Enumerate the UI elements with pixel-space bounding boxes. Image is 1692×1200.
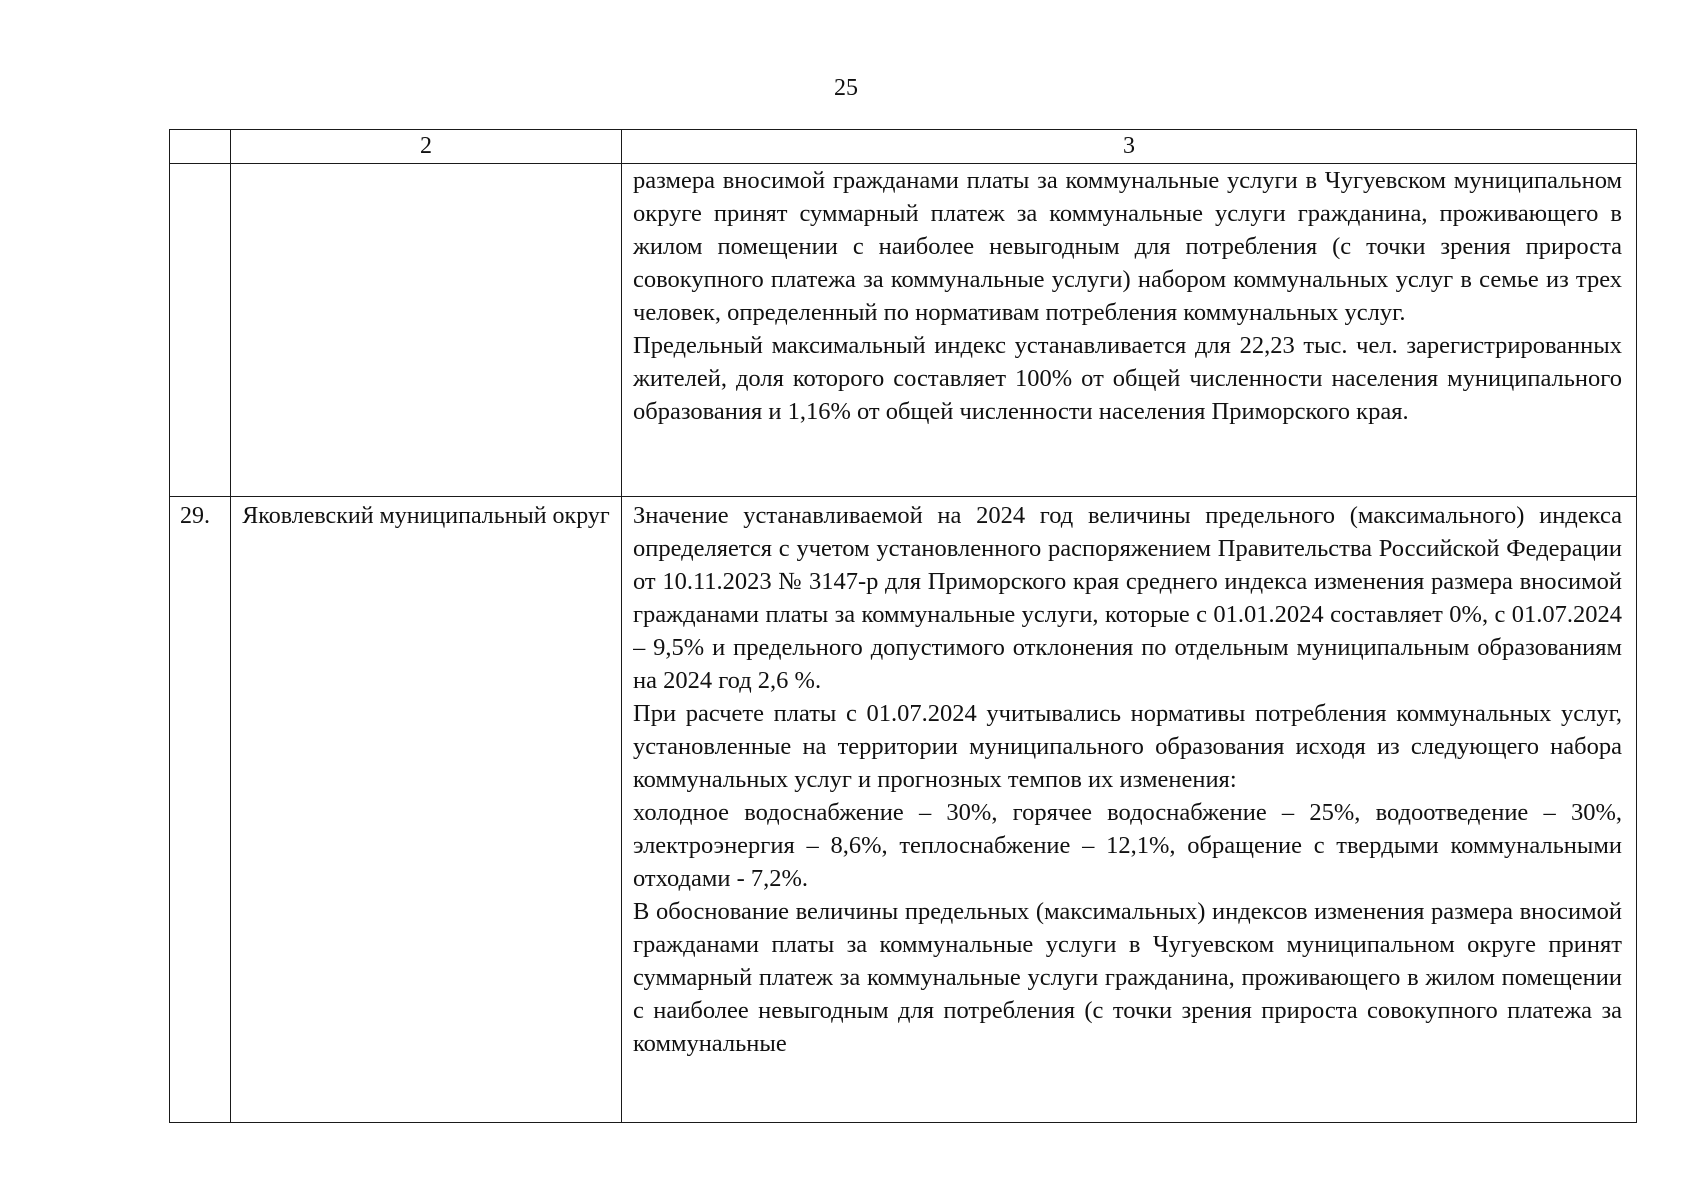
header-col-number <box>170 130 231 164</box>
table-row <box>170 164 1637 497</box>
paragraph: холодное водоснабжение – 30%, горячее водоснабжение – 25%, водоотведение – 30%, электроэнергия – 8,6%, теплоснабжение – 12,1%, обращение с твердыми коммунальными отходами - 7,2%. <box>633 799 1622 892</box>
row-description <box>622 497 1637 1123</box>
main-table <box>169 129 1637 1123</box>
row-description <box>622 164 1637 497</box>
paragraph: При расчете платы с 01.07.2024 учитывались нормативы потребления коммунальных услуг, установленные на территории муниципального образования исходя из следующего набора коммунальных услуг и прогнозных темпов их изменения: <box>633 700 1622 793</box>
table-header-row <box>170 130 1637 164</box>
header-col-description: 3 <box>622 130 1637 164</box>
row-municipality-name: Яковлевский муниципальный округ <box>231 497 622 1123</box>
paragraph: Предельный максимальный индекс устанавливается для 22,23 тыс. чел. зарегистрированных жителей, доля которого составляет 100% от общей численности населения муниципального образования и 1,16% от общей численности населения Приморского края. <box>633 332 1622 425</box>
paragraph: размера вносимой гражданами платы за коммунальные услуги в Чугуевском муниципальном округе принят суммарный платеж за коммунальные услуги гражданина, проживающего в жилом помещении с наиболее невыгодным для потребления (с точки зрения прироста совокупного платежа за коммунальные услуги) набором коммунальных услуг в семье из трех человек, определенный по нормативам потребления коммунальных услуг. <box>633 167 1622 326</box>
row-number: 29. <box>170 497 231 1123</box>
table-row <box>170 497 1637 1123</box>
row-number <box>170 164 231 497</box>
page-number: 25 <box>834 75 858 101</box>
paragraph: В обоснование величины предельных (максимальных) индексов изменения размера вносимой гражданами платы за коммунальные услуги в Чугуевском муниципальном округе принят суммарный платеж за коммунальные услуги гражданина, проживающего в жилом помещении с наиболее невыгодным для потребления (с точки зрения прироста совокупного платежа за коммунальные <box>633 898 1622 1057</box>
header-col-name: 2 <box>231 130 622 164</box>
row-municipality-name <box>231 164 622 497</box>
paragraph: Значение устанавливаемой на 2024 год величины предельного (максимального) индекса определяется с учетом установленного распоряжением Правительства Российской Федерации от 10.11.2023 № 3147-р для Приморского края среднего индекса изменения размера вносимой гражданами платы за коммунальные услуги, которые с 01.01.2024 составляет 0%, с 01.07.2024 – 9,5% и предельного допустимого отклонения по отдельным муниципальным образованиям на 2024 год 2,6 %. <box>633 502 1622 694</box>
